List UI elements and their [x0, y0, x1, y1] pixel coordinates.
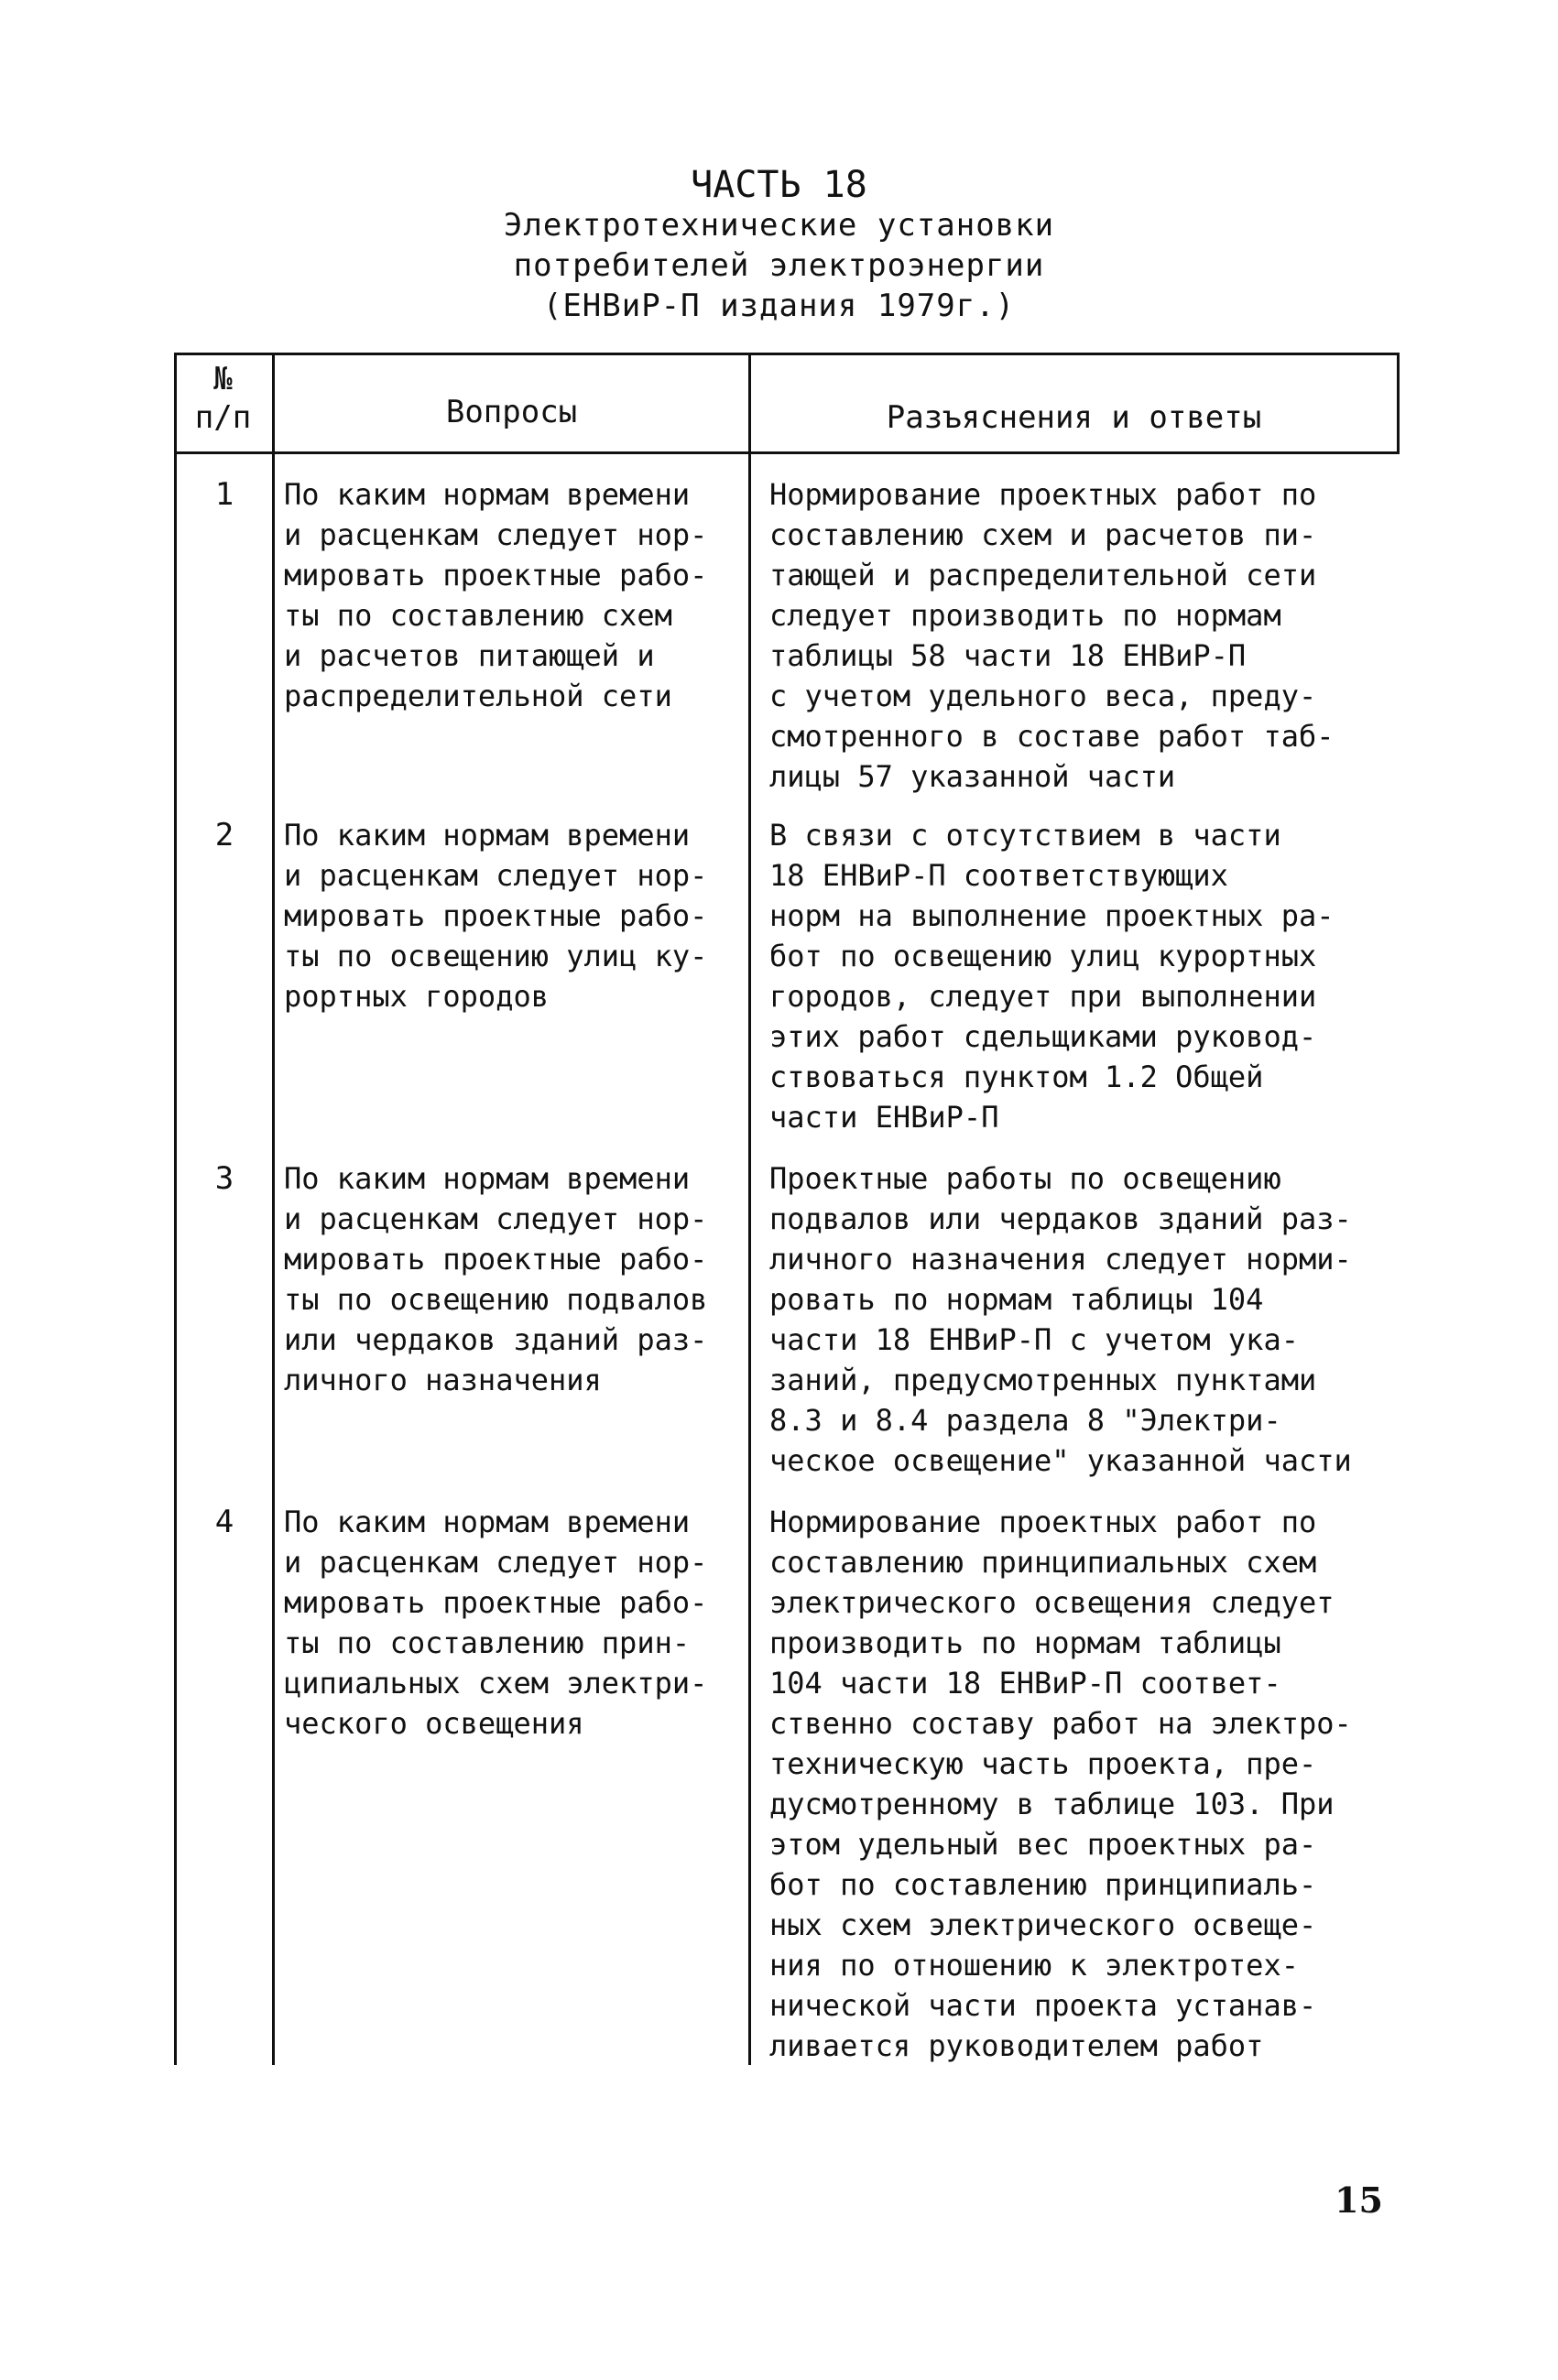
questions-table [174, 353, 1400, 2065]
header-answers: Разъяснения и ответы [886, 399, 1262, 436]
answer-text: Нормирование проектных работ по составлению принципиальных схем электрического освещения следует производить по нормам таблицы 104 части 18 ЕНВиР-П соответ- ственно составу работ на электро- техническую часть проекта, пре- дусмотренному в таблице 103. При этом удельный вес проектных ра- бот по составлению принципиаль- ных схем электрического освеще- ния по отношению к электротех- нической части проекта устанав- ливается руководителем работ [769, 1505, 1352, 2063]
question-text: По каким нормам времени и расценкам следует нор- мировать проектные рабо- ты по составлению прин- ципиальных схем электри- ческого освещения [284, 1505, 708, 1741]
row-number: 3 [214, 1160, 234, 1197]
page-number: 15 [1335, 2179, 1383, 2221]
question-text: По каким нормам времени и расценкам следует нор- мировать проектные рабо- ты по освещению улиц ку- рортных городов [284, 818, 708, 1014]
row-number: 1 [214, 476, 234, 513]
left-border [174, 353, 177, 2065]
page-header [0, 165, 1558, 326]
right-border [1397, 353, 1400, 451]
column-divider-2 [748, 353, 751, 2065]
question-text: По каким нормам времени и расценкам следует нор- мировать проектные рабо- ты по составлению схем и расчетов питающей и распределительной сети [284, 477, 708, 713]
subtitle-line-2: потребителей электроэнергии [513, 247, 1045, 284]
answer-text: В связи с отсутствием в части 18 ЕНВиР-П соответствующих норм на выполнение проектных ра- бот по освещению улиц курортных городов, следует при выполнении этих работ сдельщиками руковод- ствоваться пунктом 1.2 Общей части ЕНВиР-П [769, 818, 1335, 1135]
table-top-border [174, 353, 1400, 355]
header-number-label: п/п [194, 399, 252, 436]
header-number-sign: № [213, 361, 233, 397]
subtitle-line-1: Электротехнические установки [503, 207, 1055, 244]
row-number: 4 [214, 1504, 234, 1540]
column-divider-1 [272, 353, 275, 2065]
header-number [174, 360, 272, 437]
subtitle-line-3: (ЕНВиР-П издания 1979г.) [542, 288, 1016, 324]
row-number: 2 [214, 817, 234, 853]
answer-text: Проектные работы по освещению подвалов или чердаков зданий раз- личного назначения следует норми- ровать по нормам таблицы 104 части 18 ЕНВиР-П с учетом ука- заний, предусмотренных пунктами 8.3 и 8.4 раздела 8 "Электри- ческое освещение" указанной части [769, 1161, 1352, 1478]
answer-text: Нормирование проектных работ по составлению схем и расчетов пи- тающей и распределительной сети следует производить по нормам таблицы 58 части 18 ЕНВиР-П с учетом удельного веса, преду- смотренного в составе работ таб- лицы 57 указанной части [769, 477, 1335, 794]
header-questions: Вопросы [445, 394, 578, 430]
part-title: ЧАСТЬ 18 [691, 164, 867, 206]
question-text: По каким нормам времени и расценкам следует нор- мировать проектные рабо- ты по освещению подвалов или чердаков зданий раз- личного назначения [284, 1161, 708, 1397]
header-bottom-border [174, 451, 1400, 454]
